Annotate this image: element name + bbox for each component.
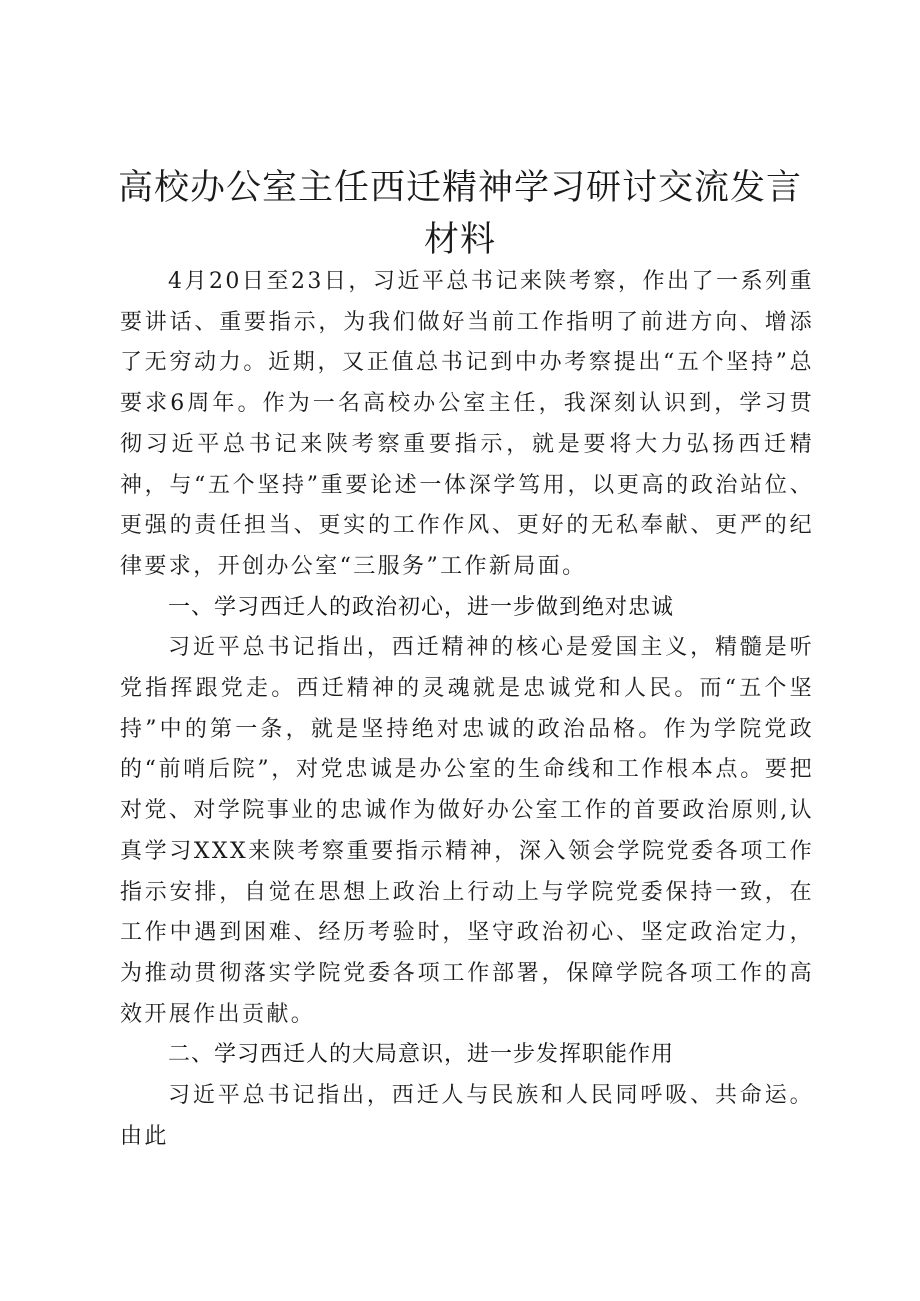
section-heading-1: 一、学习西迁人的政治初心，进一步做到绝对忠诚 — [168, 594, 675, 620]
section-paragraph-1: 习近平总书记指出，西迁精神的核心是爱国主义，精髓是听党指挥跟党走。西迁精神的灵魂就是忠诚党和人民。而“五个坚持”中的第一条，就是坚持绝对忠诚的政治品格。作为学院党政的“前哨后院”，对党忠诚是办公室的生命线和工作根本点。要把对党、对学院事业的忠诚作为做好办公室工作的首要政治原则,认真学习XXX来陕考察重要指示精神，深入领会学院党委各项工作指示安排，自觉在思想上政治上行动上与学院党委保持一致，在工作中遇到困难、经历考验时，坚守政治初心、坚定政治定力，为推动贯彻落实学院党委各项工作部署，保障学院各项工作的高效开展作出贡献。 — [120, 635, 814, 1027]
document-title: 高校办公室主任西迁精神学习研讨交流发言材料 — [117, 168, 802, 260]
document-body — [120, 262, 814, 1157]
intro-paragraph: 4月20日至23日，习近平总书记来陕考察，作出了一系列重要讲话、重要指示，为我们做好当前工作指明了前进方向、增添了无穷动力。近期，又正值总书记到中办考察提出“五个坚持”总要求6周年。作为一名高校办公室主任，我深刻认识到，学习贯彻习近平总书记来陕考察重要指示，就是要将大力弘扬西迁精神，与“五个坚持”重要论述一体深学笃用，以更高的政治站位、更强的责任担当、更实的工作作风、更好的无私奉献、更严的纪律要求，开创办公室“三服务”工作新局面。 — [120, 269, 814, 579]
section-heading-2: 二、学习西迁人的大局意识，进一步发挥职能作用 — [168, 1042, 675, 1068]
section-paragraph-2: 习近平总书记指出，西迁人与民族和人民同呼吸、共命运。由此 — [120, 1083, 814, 1149]
